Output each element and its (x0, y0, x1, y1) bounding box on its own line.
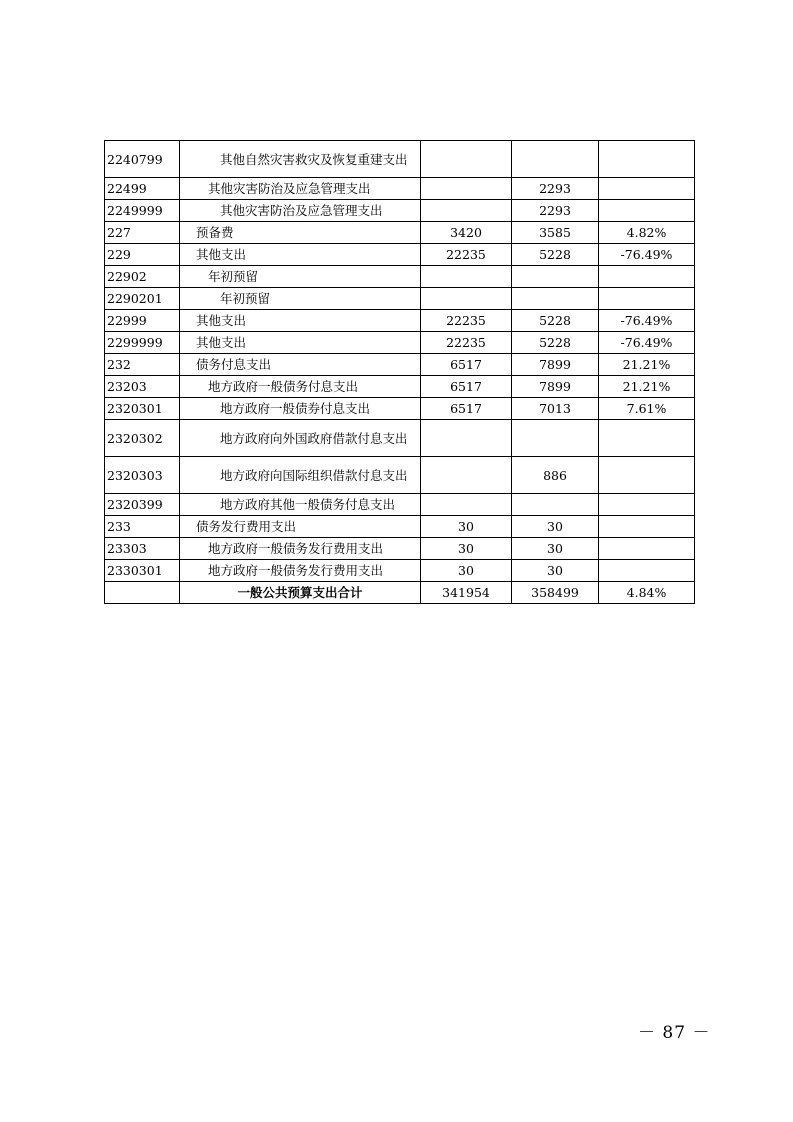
value-cell-v2: 30 (512, 516, 599, 538)
subject-name-cell (180, 354, 421, 376)
value-cell-v3 (599, 141, 695, 178)
value-cell-v1: 30 (421, 538, 512, 560)
subject-code-cell: 2330301 (105, 560, 180, 582)
subject-code-cell: 22902 (105, 266, 180, 288)
subject-name-text: 地方政府一般债务发行费用支出 (208, 541, 384, 556)
table-row (105, 266, 695, 288)
table-row (105, 332, 695, 354)
subject-code-cell: 2320399 (105, 494, 180, 516)
table-row (105, 376, 695, 398)
subject-name-text: 地方政府向国际组织借款付息支出 (220, 467, 408, 483)
subject-name-cell (180, 178, 421, 200)
subject-code-cell: 229 (105, 244, 180, 266)
value-cell-v1 (421, 288, 512, 310)
table-row (105, 494, 695, 516)
subject-name-cell (180, 494, 421, 516)
subject-name-cell (180, 398, 421, 420)
subject-name-cell (180, 457, 421, 494)
subject-name-text: 债务付息支出 (196, 357, 272, 372)
total-value-cell-v2: 358499 (512, 582, 599, 604)
value-cell-v2: 5228 (512, 310, 599, 332)
subject-name-text: 其他支出 (196, 313, 247, 328)
value-cell-v3 (599, 457, 695, 494)
subject-code-cell: 23303 (105, 538, 180, 560)
table-row (105, 244, 695, 266)
subject-name-text: 其他灾害防治及应急管理支出 (220, 203, 383, 218)
table-row (105, 222, 695, 244)
subject-name-cell (180, 310, 421, 332)
table-row (105, 560, 695, 582)
value-cell-v3: 21.21% (599, 354, 695, 376)
subject-name-text: 地方政府向外国政府借款付息支出 (220, 430, 408, 446)
value-cell-v3 (599, 178, 695, 200)
subject-name-text: 其他支出 (196, 247, 247, 262)
value-cell-v1: 30 (421, 560, 512, 582)
table-row (105, 516, 695, 538)
subject-name-cell (180, 222, 421, 244)
value-cell-v1 (421, 266, 512, 288)
subject-name-cell (180, 200, 421, 222)
value-cell-v2 (512, 141, 599, 178)
value-cell-v1 (421, 494, 512, 516)
subject-code-cell: 2299999 (105, 332, 180, 354)
subject-code-cell: 2240799 (105, 141, 180, 178)
subject-code-cell: 227 (105, 222, 180, 244)
value-cell-v1 (421, 457, 512, 494)
value-cell-v3 (599, 538, 695, 560)
value-cell-v2: 2293 (512, 178, 599, 200)
value-cell-v3 (599, 288, 695, 310)
value-cell-v3: 4.82% (599, 222, 695, 244)
value-cell-v2 (512, 494, 599, 516)
total-value-cell-v1: 341954 (421, 582, 512, 604)
subject-name-text: 其他灾害防治及应急管理支出 (208, 181, 371, 196)
value-cell-v2: 886 (512, 457, 599, 494)
value-cell-v3: 7.61% (599, 398, 695, 420)
subject-name-cell (180, 516, 421, 538)
subject-name-cell (180, 332, 421, 354)
value-cell-v3 (599, 560, 695, 582)
table-row (105, 310, 695, 332)
value-cell-v3: -76.49% (599, 332, 695, 354)
value-cell-v1: 22235 (421, 310, 512, 332)
subject-name-cell (180, 560, 421, 582)
value-cell-v3: 21.21% (599, 376, 695, 398)
subject-name-cell (180, 376, 421, 398)
value-cell-v2: 5228 (512, 244, 599, 266)
value-cell-v3 (599, 516, 695, 538)
subject-name-cell (180, 288, 421, 310)
subject-name-text: 债务发行费用支出 (196, 519, 297, 534)
subject-code-cell: 2249999 (105, 200, 180, 222)
subject-name-cell (180, 420, 421, 457)
subject-name-cell (180, 244, 421, 266)
value-cell-v2: 3585 (512, 222, 599, 244)
subject-code-cell: 2320302 (105, 420, 180, 457)
table-row (105, 420, 695, 457)
table-row (105, 538, 695, 560)
total-row (105, 582, 695, 604)
subject-code-cell: 232 (105, 354, 180, 376)
table-row (105, 457, 695, 494)
value-cell-v3 (599, 200, 695, 222)
value-cell-v1: 22235 (421, 244, 512, 266)
table-row (105, 141, 695, 178)
total-value-cell-v3: 4.84% (599, 582, 695, 604)
subject-name-text: 年初预留 (208, 269, 259, 284)
total-label-cell: 一般公共预算支出合计 (180, 582, 421, 604)
subject-code-cell: 2320301 (105, 398, 180, 420)
subject-name-text: 年初预留 (220, 291, 271, 306)
table-row (105, 398, 695, 420)
value-cell-v1: 3420 (421, 222, 512, 244)
table-row (105, 178, 695, 200)
value-cell-v3 (599, 266, 695, 288)
value-cell-v1 (421, 420, 512, 457)
subject-code-cell: 2290201 (105, 288, 180, 310)
subject-name-text: 地方政府一般债务发行费用支出 (208, 563, 384, 578)
value-cell-v1 (421, 141, 512, 178)
subject-name-text: 地方政府其他一般债务付息支出 (220, 497, 396, 512)
subject-name-text: 地方政府一般债券付息支出 (220, 401, 371, 416)
value-cell-v2 (512, 420, 599, 457)
value-cell-v1: 6517 (421, 354, 512, 376)
value-cell-v3: -76.49% (599, 310, 695, 332)
subject-name-cell (180, 266, 421, 288)
value-cell-v1: 30 (421, 516, 512, 538)
value-cell-v1: 22235 (421, 332, 512, 354)
budget-expenditure-table (104, 140, 695, 604)
value-cell-v2: 7013 (512, 398, 599, 420)
value-cell-v3 (599, 494, 695, 516)
value-cell-v2: 7899 (512, 376, 599, 398)
subject-name-cell (180, 538, 421, 560)
subject-name-text: 地方政府一般债务付息支出 (208, 379, 359, 394)
table-body (105, 141, 695, 604)
table-row (105, 288, 695, 310)
value-cell-v2 (512, 266, 599, 288)
subject-code-cell: 22499 (105, 178, 180, 200)
value-cell-v2: 30 (512, 538, 599, 560)
table-row (105, 354, 695, 376)
subject-code-cell: 22999 (105, 310, 180, 332)
value-cell-v1 (421, 178, 512, 200)
total-code-cell (105, 582, 180, 604)
value-cell-v3: -76.49% (599, 244, 695, 266)
subject-name-text: 预备费 (196, 225, 234, 240)
subject-name-text: 其他自然灾害救灾及恢复重建支出 (220, 151, 408, 167)
value-cell-v1: 6517 (421, 376, 512, 398)
value-cell-v2: 30 (512, 560, 599, 582)
subject-code-cell: 23203 (105, 376, 180, 398)
value-cell-v2: 7899 (512, 354, 599, 376)
value-cell-v1: 6517 (421, 398, 512, 420)
page-number: － 87 － (638, 1023, 711, 1043)
value-cell-v2: 2293 (512, 200, 599, 222)
subject-code-cell: 2320303 (105, 457, 180, 494)
table-row (105, 200, 695, 222)
subject-name-cell (180, 141, 421, 178)
value-cell-v3 (599, 420, 695, 457)
value-cell-v1 (421, 200, 512, 222)
subject-code-cell: 233 (105, 516, 180, 538)
subject-name-text: 其他支出 (196, 335, 247, 350)
value-cell-v2: 5228 (512, 332, 599, 354)
value-cell-v2 (512, 288, 599, 310)
